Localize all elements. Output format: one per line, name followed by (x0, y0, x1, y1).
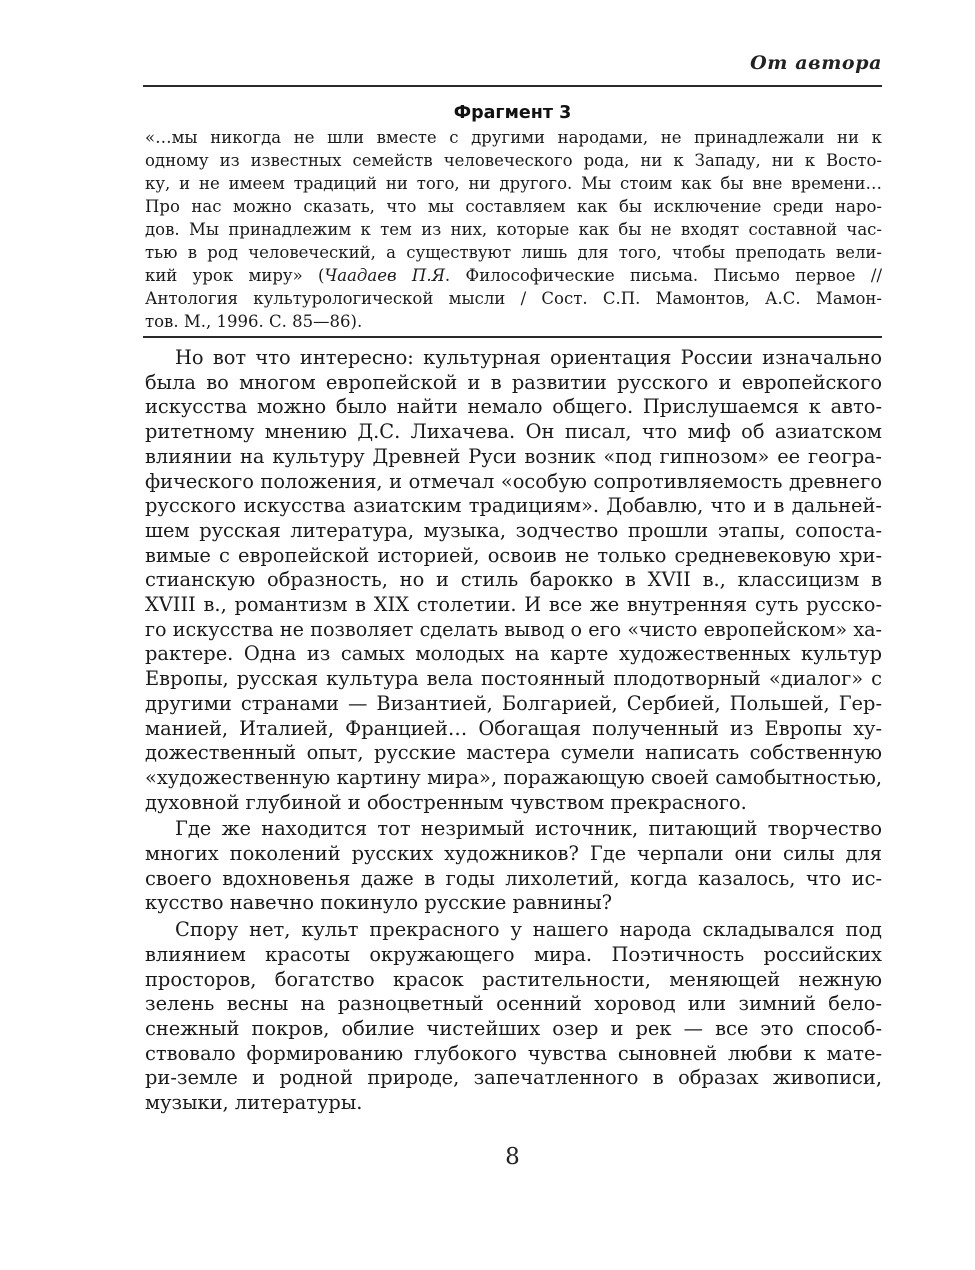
quote-line: ку, и не имеем традиций ни того, ни другого. Мы стоим как бы вне времени… (145, 174, 882, 193)
paragraph-3 (145, 918, 882, 1116)
text-line: просторов, богатство красок растительности, меняющей нежную (145, 967, 882, 991)
text-line: русского искусства азиатским традициям». Добавлю, что и в дальней- (145, 494, 882, 518)
text-line: другими странами — Византией, Болгарией, Сербией, Польшей, Гер- (145, 691, 882, 715)
text-line: музыки, литературы. (145, 1091, 363, 1115)
fragment-quote (145, 126, 882, 333)
text-line: го искусства не позволяет сделать вывод о его «чисто европейском» ха- (145, 617, 882, 641)
text-line: шем русская литература, музыка, зодчество прошли этапы, сопоста- (145, 518, 882, 542)
text-line: Европы, русская культура вела постоянный плодотворный «диалог» с (145, 667, 882, 691)
text-line: была во многом европейской и в развитии русского и европейского (145, 370, 882, 394)
text-line: ствовало формированию глубокого чувства сыновней любви к мате- (145, 1041, 882, 1065)
text-line: Где же находится тот незримый источник, питающий творчество (175, 817, 882, 841)
text-line: многих поколений русских художников? Где черпали они силы для (145, 842, 882, 866)
paragraph-2 (145, 817, 882, 916)
text-line: вимые с европейской историей, освоив не только средневековую хри- (145, 543, 882, 567)
text-line: манией, Италией, Францией… Обогащая полученный из Европы ху- (145, 716, 882, 740)
quote-line: одному из известных семейств человеческого рода, ни к Западу, ни к Восто- (145, 151, 882, 170)
quote-line-start: кий урок миру» ( (145, 266, 325, 285)
quote-line: Про нас можно сказать, что мы составляем как бы исключение среди наро- (145, 197, 882, 216)
text-line: ритетному мнению Д.С. Лихачева. Он писал, что миф об азиатском (145, 420, 882, 444)
quote-line (145, 264, 882, 287)
quote-line: дов. Мы принадлежим к тем из них, которые как бы не входят составной час- (145, 220, 882, 239)
text-line: «художественную картину мира», поражающую своей самобытностью, (145, 765, 882, 789)
header-rule (143, 85, 882, 87)
quote-line-end: . Философические письма. Письмо первое // (444, 266, 882, 285)
fragment-title: Фрагмент 3 (453, 103, 572, 123)
text-line: снежный покров, обилие чистейших озер и рек — все это способ- (145, 1016, 882, 1040)
text-line: фического положения, и отмечал «особую сопротивляемость древнего (145, 469, 882, 493)
paragraph-1 (145, 346, 882, 815)
running-head: От автора (750, 52, 882, 74)
quote-line: тов. М., 1996. С. 85—86). (145, 312, 363, 331)
text-line: духовной глубиной и обостренным чувством прекрасного. (145, 790, 747, 814)
text-line: стианскую образность, но и стиль барокко в XVII в., классицизм в (145, 568, 882, 592)
quote-line: Антология культурологической мысли / Сост. С.П. Мамонтов, А.С. Мамон- (145, 289, 882, 308)
quote-line: тью в род человеческий, а существуют лишь для того, чтобы преподать вели- (145, 243, 882, 262)
text-line: ри-земле и родной природе, запечатленного в образах живописи, (145, 1066, 882, 1090)
text-line: влиянием красоты окружающего мира. Поэтичность российских (145, 942, 882, 966)
fragment-rule (143, 336, 882, 338)
text-line: зелень весны на разноцветный осенний хоровод или зимний бело- (145, 992, 882, 1016)
text-line: кусство навечно покинуло русские равнины? (145, 891, 613, 915)
citation-author: Чаадаев П.Я (324, 266, 445, 285)
text-line: XVIII в., романтизм в XIX столетии. И все же внутренняя суть русско- (145, 593, 882, 617)
page-number: 8 (505, 1144, 520, 1170)
text-line: влиянии на культуру Древней Руси возник «под гипнозом» ее геогра- (145, 444, 882, 468)
text-line: рактере. Одна из самых молодых на карте художественных культур (145, 642, 882, 666)
quote-line: «…мы никогда не шли вместе с другими народами, не принадлежали ни к (145, 128, 882, 147)
text-line: искусства можно было найти немало общего. Прислушаемся к авто- (145, 395, 882, 419)
text-line: Спору нет, культ прекрасного у нашего народа складывался под (175, 918, 882, 942)
text-line: дожественный опыт, русские мастера сумели написать собственную (145, 741, 882, 765)
body-text (145, 346, 882, 1116)
text-line: своего вдохновенья даже в годы лихолетий, когда казалось, что ис- (145, 866, 882, 890)
text-line: Но вот что интересно: культурная ориентация России изначально (175, 346, 882, 369)
